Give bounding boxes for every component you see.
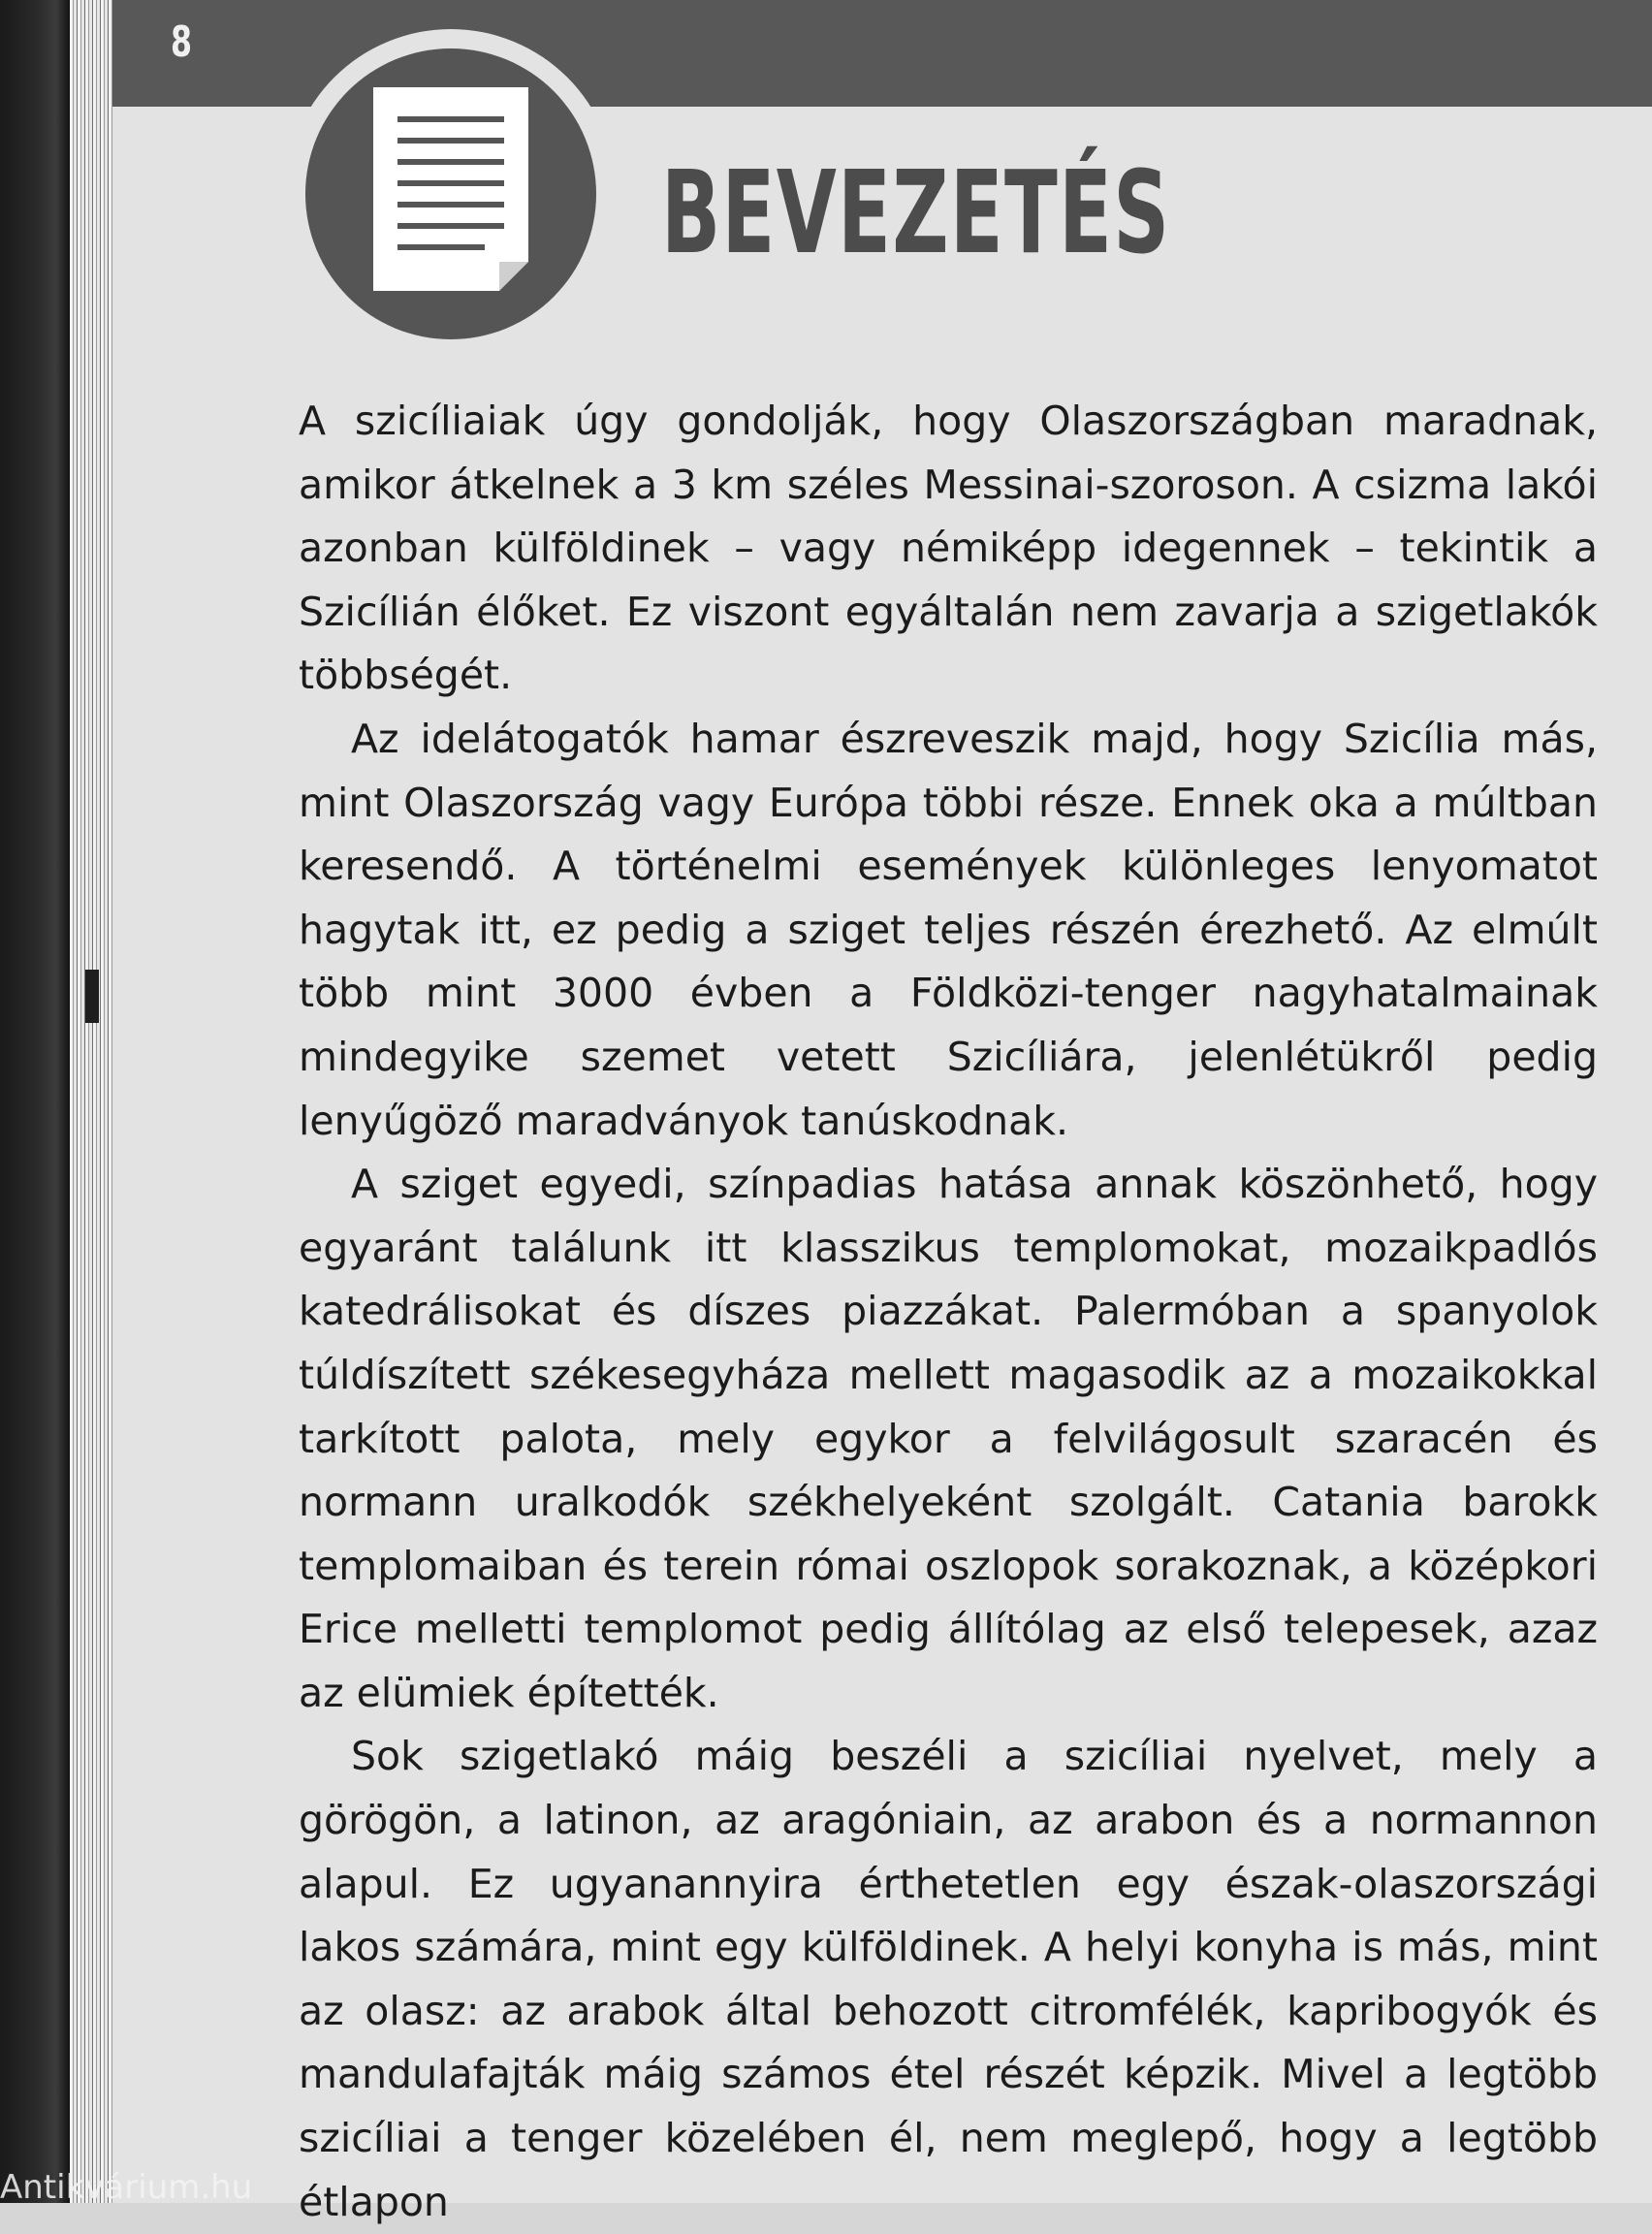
- paragraph-2: Az idelátogatók hamar észreveszik majd, hogy Szicília más, mint Olaszország vagy Európa többi része. Ennek oka a múltban keresendő. A történelmi események különleges lenyomatot hagytak itt, ez pedig a sziget teljes részén érezhető. Az elmúlt több mint 3000 évben a Földközi-tenger nagyhatalmainak mindegyike szemet vetett Szicíliára, jelenlétükről pedig lenyűgöző maradványok tanúskodnak.: [299, 715, 1598, 1144]
- body-text: [299, 390, 1598, 2234]
- page-number: 8: [171, 17, 193, 67]
- paragraph-3: A sziget egyedi, színpadias hatása annak köszönhető, hogy egyaránt találunk itt klasszikus templomokat, mozaikpadlós katedrálisokat és díszes piazzákat. Palermóban a spanyolok túldíszített székesegyháza mellett magasodik az a mozaikokkal tarkított palota, mely egykor a felvilágosult szaracén és normann uralkodók székhelyeként szolgált. Catania barokk templomaiban és terein római oszlopok sorakoznak, a középkori Erice melletti templomot pedig állítólag az első telepesek, azaz az elümiek építették.: [299, 1161, 1598, 1716]
- paragraph-4: Sok szigetlakó máig beszéli a szicíliai nyelvet, mely a görögön, a latinon, az aragóniain, az arabon és a normannon alapul. Ez ugyanannyira érthetetlen egy észak-olaszországi lakos számára, mint egy külföldinek. A helyi konyha is más, mint az olasz: az arabok által behozott citromfélék, kapribogyók és mandulafajták máig számos étel részét képzik. Mivel a legtöbb szicíliai a tenger közelében él, nem meglepő, hogy a legtöbb étlapon: [299, 1733, 1598, 2225]
- document-icon: [373, 87, 528, 291]
- section-title: BEVEZETÉS: [661, 145, 1171, 279]
- edge-mark: [85, 970, 99, 1023]
- paragraph-1: A szicíliaiak úgy gondolják, hogy Olaszországban maradnak, amikor átkelnek a 3 km széles Messinai-szoroson. A csizma lakói azonban külföldinek – vagy némiképp idegennek – tekintik a Szicílián élőket. Ez viszont egyáltalán nem zavarja a szigetlakók többségét.: [299, 398, 1598, 699]
- book-spine: [0, 0, 70, 2203]
- watermark: Antikvárium.hu: [0, 2168, 253, 2207]
- page-edges: [70, 0, 112, 2203]
